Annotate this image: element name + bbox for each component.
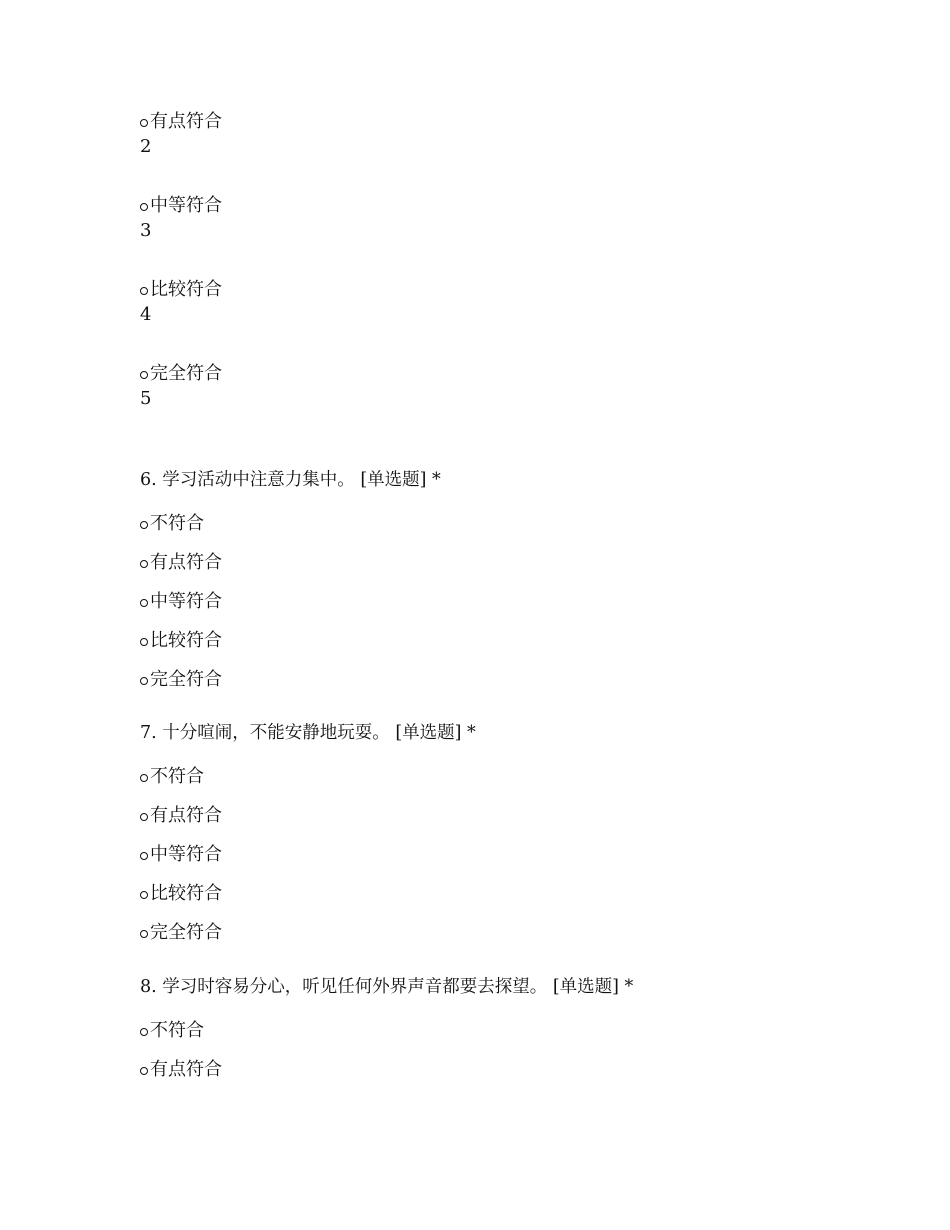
radio-circle-icon[interactable] bbox=[140, 852, 148, 860]
radio-circle-icon[interactable] bbox=[140, 119, 148, 127]
option-label: 有点符合 bbox=[150, 1059, 222, 1080]
option-label: 比较符合 bbox=[150, 630, 222, 651]
option-row[interactable] bbox=[140, 279, 222, 301]
question-title-8: 8. 学习时容易分心，听见任何外界声音都要去探望。 [单选题] * bbox=[140, 977, 634, 997]
option-score: 4 bbox=[140, 304, 152, 325]
option-row[interactable] bbox=[140, 363, 222, 385]
option-row[interactable] bbox=[140, 766, 204, 788]
radio-circle-icon[interactable] bbox=[140, 371, 148, 379]
question-title-7: 7. 十分喧闹，不能安静地玩耍。 [单选题] * bbox=[140, 723, 476, 743]
option-label: 比较符合 bbox=[150, 279, 222, 300]
option-row[interactable] bbox=[140, 630, 222, 652]
option-label: 完全符合 bbox=[150, 922, 222, 943]
radio-circle-icon[interactable] bbox=[140, 560, 148, 568]
radio-circle-icon[interactable] bbox=[140, 891, 148, 899]
radio-circle-icon[interactable] bbox=[140, 1067, 148, 1075]
option-row[interactable] bbox=[140, 591, 222, 613]
option-row[interactable] bbox=[140, 1020, 204, 1042]
option-row[interactable] bbox=[140, 805, 222, 827]
option-score: 2 bbox=[140, 136, 152, 157]
option-label: 有点符合 bbox=[150, 111, 222, 132]
radio-circle-icon[interactable] bbox=[140, 930, 148, 938]
radio-circle-icon[interactable] bbox=[140, 813, 148, 821]
option-label: 有点符合 bbox=[150, 805, 222, 826]
option-row[interactable] bbox=[140, 195, 222, 217]
radio-circle-icon[interactable] bbox=[140, 774, 148, 782]
option-row[interactable] bbox=[140, 513, 204, 535]
radio-circle-icon[interactable] bbox=[140, 1028, 148, 1036]
option-label: 有点符合 bbox=[150, 552, 222, 573]
option-label: 不符合 bbox=[150, 766, 204, 787]
option-label: 中等符合 bbox=[150, 195, 222, 216]
option-label: 中等符合 bbox=[150, 844, 222, 865]
option-row[interactable] bbox=[140, 111, 222, 133]
option-row[interactable] bbox=[140, 883, 222, 905]
radio-circle-icon[interactable] bbox=[140, 638, 148, 646]
option-label: 中等符合 bbox=[150, 591, 222, 612]
radio-circle-icon[interactable] bbox=[140, 521, 148, 529]
option-row[interactable] bbox=[140, 1059, 222, 1081]
option-label: 不符合 bbox=[150, 513, 204, 534]
option-row[interactable] bbox=[140, 844, 222, 866]
option-row[interactable] bbox=[140, 552, 222, 574]
radio-circle-icon[interactable] bbox=[140, 677, 148, 685]
radio-circle-icon[interactable] bbox=[140, 287, 148, 295]
option-label: 不符合 bbox=[150, 1020, 204, 1041]
option-label: 完全符合 bbox=[150, 363, 222, 384]
option-row[interactable] bbox=[140, 922, 222, 944]
option-label: 完全符合 bbox=[150, 669, 222, 690]
option-score: 5 bbox=[140, 388, 152, 409]
option-score: 3 bbox=[140, 220, 152, 241]
radio-circle-icon[interactable] bbox=[140, 203, 148, 211]
question-title-6: 6. 学习活动中注意力集中。 [单选题] * bbox=[140, 470, 441, 490]
option-row[interactable] bbox=[140, 669, 222, 691]
radio-circle-icon[interactable] bbox=[140, 599, 148, 607]
option-label: 比较符合 bbox=[150, 883, 222, 904]
